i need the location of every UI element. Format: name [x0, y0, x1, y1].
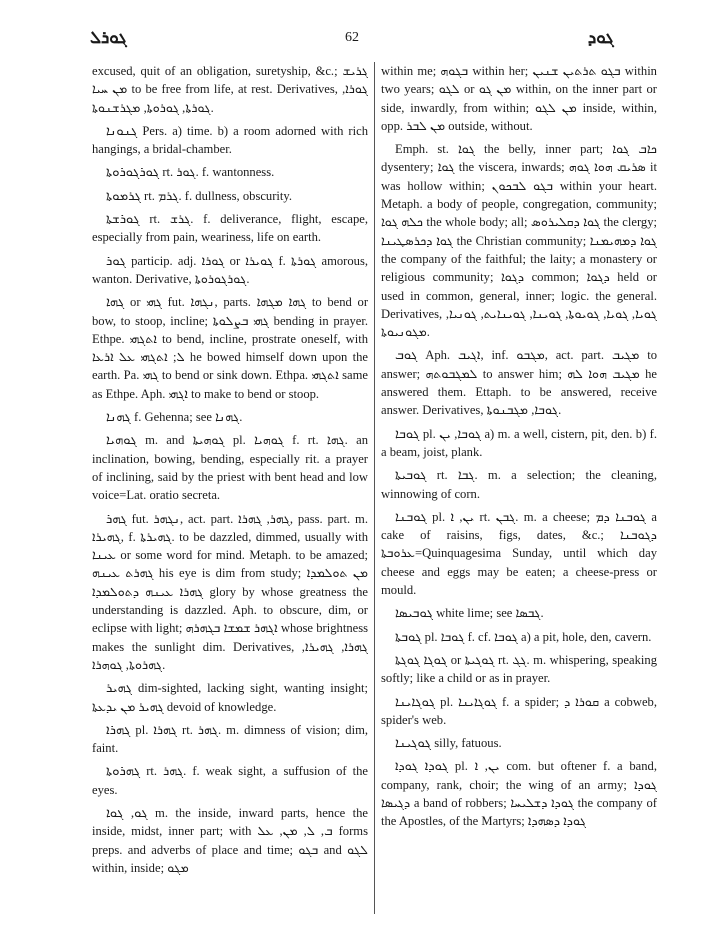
- entry-definition: pl. ܓܘܓܐܝܢܐ f. a spider; ܩܘܪܐ ܕ a cobweb, spider's web.: [381, 694, 657, 727]
- page-header: [90, 28, 614, 54]
- dictionary-entry: [92, 293, 368, 403]
- dictionary-entry: [92, 721, 368, 758]
- dictionary-entry: [381, 604, 657, 622]
- entry-definition: particip. adj. ܓܘܪܐ or ܓܘܝܪܐ f. ܓܘܪܬܐ amorous, wanton. Derivative, ܓܘܪܓܘܪܘܬܐ.: [92, 253, 368, 286]
- entry-definition: Emph. st. ܓܘܐ the belly, inner part; ܟܐܒ ܓܘܐ dysentery; ܓܘܐ the viscera, inwards; ܣܪܝܩ ܗܘܐ ܓܘܗ it was hollow within; ܒܓܘ ܠܒܟܘܢ within your heart. Metaph. a body of people, congregation, community; ܟܠܗ ܓܘܐ the whole body; all; ܓܘܐ ܕܩܠܝܪܘܣ the clergy; ܓܘܐ ܕܟܪܣܛܝܢܐ the Christian community; ܓܘܐ ܕܡܗܝܡܢܐ the company of the faithful; the laity; a monastery or religious community; ܕܓܘܐ common; ܕܓܘܐ held or used in common, general, inner; logic. the general. Derivatives, ܓܘܝܐ, ܓܘܝܐ, ܓܘܝܘܬܐ, ܓܘܝܢܐ, ܓܘܝܢܐܝܬ, ܓܘܢܝܐ, ܡܓܘܢܝܘܬܐ.: [381, 142, 657, 340]
- entry-headword: ܓܘܗܝܐ: [106, 432, 137, 448]
- entry-headword: ܓܘܒ: [395, 347, 418, 363]
- dictionary-entry: [92, 431, 368, 504]
- dictionary-entry: [381, 62, 657, 135]
- entry-definition: pl. ܓܘܒܐ f. cf. ܓܘܒܐ a) a pit, hole, den, cavern.: [424, 629, 652, 644]
- entry-definition: or ܓܗܝ fut. ܢܓܗܐ, parts. ܓܗܐ ܡܓܗܐ to bend or bow, to stoop, incline; ܓܗܝ ܒܨܠܘܬܐ bending in prayer. Ethpe. ܐܬܓܗܝ to bend, incline, prostrate oneself, with ܠ; ܐܬܓܗܝ ܥܠ ܐܪܥܐ he bowed himself down upon the earth. Pa. ܓܗܝ to bend or sink down. Ethpa. ܐܬܓܗܝ same as Ethpe. Aph. ܐܓܗܝ to make to bend or stoop.: [92, 295, 368, 401]
- entry-definition: pl. ܓܘܒܐ, ܝܢ a) m. a well, cistern, pit, den. b) f. a beam, joist, plank.: [381, 426, 657, 459]
- dictionary-entry: [92, 408, 368, 426]
- entry-headword: ܓܗܝܪ: [106, 680, 133, 696]
- entry-definition: rt. ܓܪܫ. f. deliverance, flight, escape, especially from pain, weariness, life on earth.: [92, 212, 368, 245]
- entry-definition: rt. ܓܪܡ. f. dullness, obscurity.: [144, 188, 293, 203]
- entry-headword: ܓܘ, ܓܘܐ: [106, 804, 148, 820]
- entry-definition: Pers. a) time. b) a room adorned with rich hangings, a bridal-chamber.: [92, 123, 368, 157]
- entry-definition: fut. ܢܓܗܪ, act. part. ܓܗܪ, ܓܗܪܐ, pass. part. m. ܓܗܝܪܐ, f. ܓܗܝܪܬܐ. to be dazzled, dimmed, usually with ܥܝܢܐ or some word for mind. Metaph. to be amazed; ܓܗܪܬ ܥܝܢܗ his eye is dim from study; ܡܢ ܬܘܠܡܕܐ ܓܗܪܐ ܥܝܢܗ ܕܬܘܠܡܕܐ glory by whose greatness the understanding is dazzled. Aph. to obscure, dim, or eclipse with light; ܐܓܗܪ ܫܡܫܐ ܒܓܗܪܗ whose brightness makes the sunlight dim. Derivatives, ܓܗܪܐ, ܓܗܝܪܐ, ܓܗܪܘܬܐ, ܓܘܗܪܐ.: [92, 511, 368, 672]
- entry-definition: excused, quit of an obligation, suretyship, &c.; ܓܪܝܫ ܡܢ ܚܝܐ to be free from life, at rest. Derivatives, ܓܘܪܐ, ܓܘܪܬܐ, ܓܘܪܘܬܐ, ܡܓܪܫܢܘܬܐ.: [92, 64, 368, 115]
- entry-definition: ܓܘܕܐ pl. ܝܢ, ܐ com. but oftener f. a band, company, rank, choir; the wing of an army; ܓܘܕܐ ܕܓܝܣܐ a band of robbers; ܓܘܕܐ ܕܫܠܝܚܐ the company of the Apostles, of the Martyrs; ܓܘܕܐ ܕܣܗܕܐ: [381, 759, 657, 829]
- entry-headword: ܓܘܒܢܐ: [395, 508, 427, 524]
- entry-definition: white lime; see ܓܒܣܐ.: [436, 606, 544, 621]
- dictionary-entry: [381, 693, 657, 730]
- dictionary-entry: [381, 425, 657, 462]
- dictionary-entry: [92, 163, 368, 181]
- dictionary-entry: [92, 187, 368, 205]
- column-divider: [374, 62, 375, 914]
- entry-definition: ܓܘܓܬܐ or ܓܘܓܝܬܐ rt. ܓܓ. m. whispering, speaking softly; like a child or as in prayer.: [381, 652, 657, 686]
- dictionary-entry: [92, 210, 368, 247]
- dictionary-entry: [381, 757, 657, 830]
- entry-headword: ܓܘܒܝܣܐ: [395, 605, 433, 621]
- entry-headword: ܓܘܒܬܐ: [395, 628, 422, 644]
- entry-headword: ܓܘܪܫܬܐ: [106, 211, 140, 227]
- entry-headword: ܓܘܓܐܝܢܐ: [395, 693, 436, 709]
- left-column: [92, 62, 368, 922]
- dictionary-entry: [381, 734, 657, 752]
- entry-headword: ܓܢܘܢܐ: [106, 122, 138, 138]
- entry-definition: rt. ܓܒܐ. m. a selection; the cleaning, winnowing of corn.: [381, 468, 657, 501]
- entry-definition: silly, fatuous.: [434, 736, 502, 751]
- entry-headword: ܓܘܪ: [106, 252, 126, 268]
- dictionary-entry: [92, 804, 368, 877]
- entry-headword: ܓܘܓܝܢܐ: [395, 735, 432, 751]
- dictionary-entry: [381, 651, 657, 688]
- page-number: 62: [345, 30, 359, 45]
- entry-definition: rt. ܓܘܪ. f. wantonness.: [162, 165, 275, 180]
- entry-definition: pl. ܓܗܪܐ rt. ܓܗܪ. m. dimness of vision; dim, faint.: [92, 722, 368, 756]
- entry-definition: dim-sighted, lacking sight, wanting insight; ܓܗܝܪ ܡܢ ܝܕܥܬܐ devoid of knowledge.: [92, 681, 368, 714]
- entry-definition: m. the inside, inward parts, hence the inside, midst, inner part; with ܒ, ܠ, ܡܢ, ܥܠ forms preps. and adverbs of place and time; ܒܓܘ and ܠܓܘ within, inside; ܡܓܘ: [92, 805, 368, 875]
- entry-definition: within me; ܒܓܘܗ within her; ܒܓܘ ܬܪܬܝܢ ܫܢܝܢ within two years; ܠܓܘ or ܡܢ ܓܘ within, on the inner part or side, inwardly, from within; ܡܢ ܠܓܘ inside, within, opp. ܡܢ ܠܒܪ outside, without.: [381, 64, 657, 133]
- dictionary-entry: [381, 508, 657, 599]
- entry-headword: ܓܗܢܐ: [106, 409, 131, 425]
- entry-headword: ܓܪܡܘܬܐ: [106, 187, 141, 203]
- right-running-headword: ܓܘܕ: [587, 28, 614, 48]
- entry-definition: pl. ܝܢ, ܐ rt. ܓܒܢ. m. a cheese; ܓܘܒܢܐ ܕܡ a cake of raisins, figs, dates, &c.; ܕܓܘܒܢܐ ܥܪܘܒܬܐ=Quinquagesima Sunday, until which day cheese and eggs may be eaten; a cheese-press or mould.: [381, 509, 657, 598]
- dictionary-entry: [92, 762, 368, 799]
- entry-definition: f. Gehenna; see ܓܗܢܐ.: [134, 410, 243, 425]
- entry-headword: ܓܗܪ: [106, 510, 127, 526]
- entry-definition: m. and ܓܘܗܝܬܐ pl. ܓܘܗܝܐ f. rt. ܓܗܐ. an inclination, bowing, bending, especially rit. a prayer of inclining, said by the priest with bent head and low voice=Lat. oratio secreta.: [92, 433, 368, 503]
- dictionary-entry: [381, 140, 657, 341]
- dictionary-entry: [381, 466, 657, 503]
- entry-headword: ܓܗܪܐ: [106, 721, 131, 737]
- entry-headword: ܓܘܒܐ: [395, 425, 420, 441]
- entry-headword: ܓܗܪܘܬܐ: [106, 763, 141, 779]
- dictionary-entry: [381, 346, 657, 419]
- entry-headword: ܓܘܓܐ: [423, 651, 448, 667]
- entry-headword: ܓܘܪܓܘܪܘܬܐ: [106, 164, 160, 180]
- entry-definition: Aph. ܐܓܝܒ, inf. ܡܓܒܘ, act. part. ܡܓܝܒ to answer; ܠܡܓܒܘܬܗ to answer him; ܡܓܝܒ ܗܘܐ ܠܗ he answered them. Ettaph. to be answered, receive answer. Derivatives, ܓܘܒܐ, ܡܓܒܢܘܬܐ.: [381, 348, 657, 418]
- dictionary-entry: [381, 628, 657, 646]
- entry-definition: rt. ܓܗܪ. f. weak sight, a suffusion of the eyes.: [92, 764, 368, 797]
- entry-headword: ܓܘܕܐ: [424, 758, 449, 774]
- entry-headword: ܓܘܒܝܬܐ: [395, 467, 427, 483]
- right-column: [381, 62, 657, 922]
- entry-headword: ܓܗܐ: [106, 294, 125, 310]
- dictionary-entry: [92, 679, 368, 716]
- dictionary-entry: [92, 62, 368, 117]
- left-running-headword: ܓܘܪܠ: [90, 28, 128, 48]
- dictionary-entry: [92, 510, 368, 675]
- dictionary-entry: [92, 122, 368, 159]
- dictionary-entry: [92, 252, 368, 289]
